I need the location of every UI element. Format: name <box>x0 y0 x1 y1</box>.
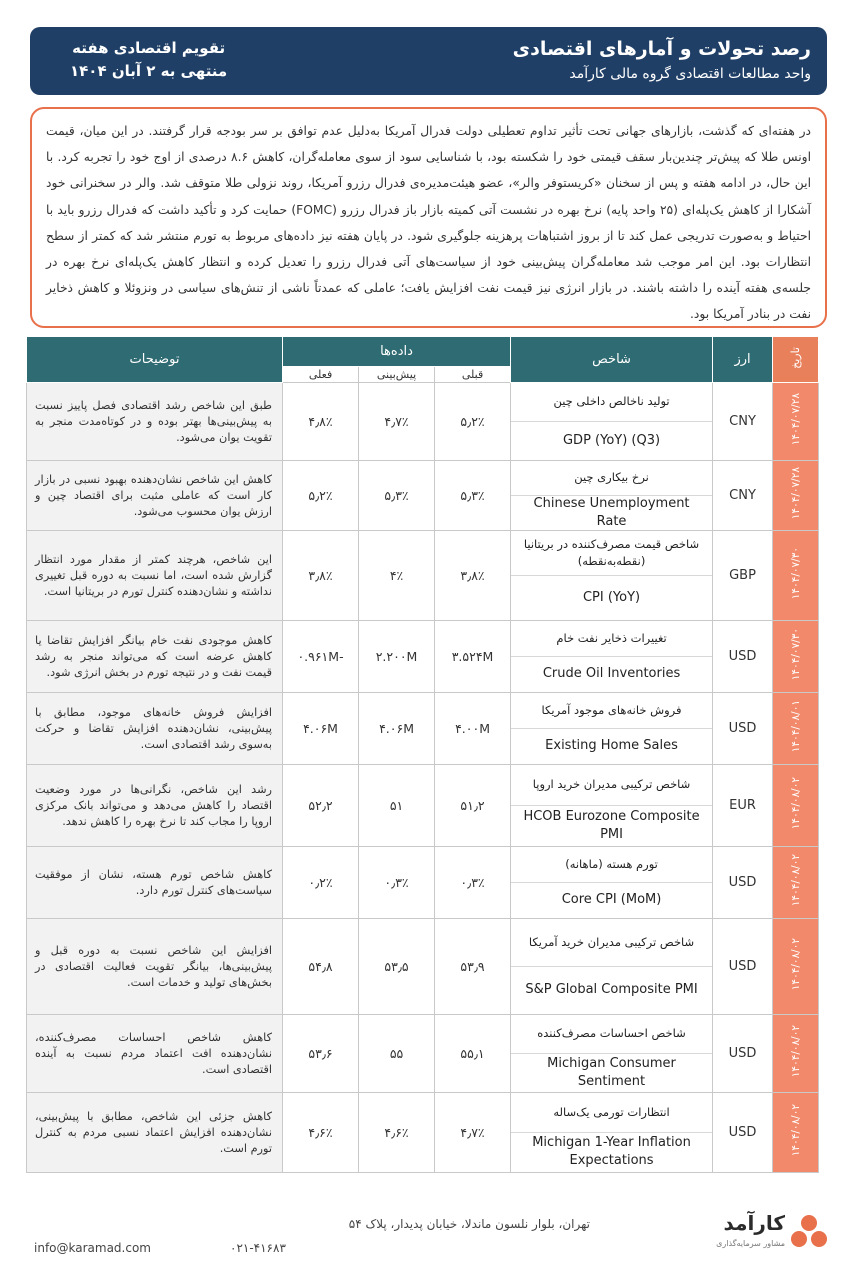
row-description: این شاخص، هرچند کمتر از مقدار مورد انتظار گزارش شده است، اما نسبت به دوره قبل تغییری نداشته و نشان‌دهنده کنترل تورم در بریتانیا است. <box>27 531 283 621</box>
table-row <box>27 461 819 531</box>
row-actual: ۵٫۲٪ <box>283 461 359 531</box>
indicator-name-fa: شاخص ترکیبی مدیران خرید اروپا <box>511 765 712 806</box>
row-actual: ۵۲٫۲ <box>283 765 359 847</box>
header-title-block <box>513 35 811 85</box>
row-previous: ۴.۰۰M <box>435 693 511 765</box>
indicator-name-en: GDP (YoY) (Q3) <box>562 432 661 448</box>
row-description: کاهش جزئی این شاخص، مطابق با پیش‌بینی، نشان‌دهنده افزایش اعتماد نسبی مردم به کنترل تورم است. <box>27 1093 283 1173</box>
row-actual: ۳٫۸٪ <box>283 531 359 621</box>
row-indicator <box>511 693 713 765</box>
table-row <box>27 1015 819 1093</box>
row-date: ۱۴۰۴/۰۸/۰۲ <box>773 847 819 919</box>
page-footer <box>0 1205 843 1265</box>
row-actual: ۴.۰۶M <box>283 693 359 765</box>
row-forecast: ۵٫۳٪ <box>359 461 435 531</box>
row-indicator <box>511 1093 713 1173</box>
indicator-name-en: CPI (YoY) <box>582 589 641 605</box>
row-forecast: ۴٫۶٪ <box>359 1093 435 1173</box>
header-previous: قبلی <box>435 367 511 383</box>
header-forecast: پیش‌بینی <box>359 367 435 383</box>
row-date: ۱۴۰۴/۰۸/۰۲ <box>773 919 819 1015</box>
indicator-name-fa: نرخ بیکاری چین <box>511 461 712 496</box>
table-row <box>27 1093 819 1173</box>
indicator-name-en: Core CPI (MoM) <box>561 892 662 908</box>
row-previous: ۵٫۲٪ <box>435 383 511 461</box>
row-description: افزایش فروش خانه‌های موجود، مطابق با پیش‌بینی، نشان‌دهنده افزایش تقاضا و حرکت به‌سوی رشد اقتصادی است. <box>27 693 283 765</box>
header-indicator: شاخص <box>511 337 713 383</box>
table-row <box>27 847 819 919</box>
page-title: رصد تحولات و آمارهای اقتصادی <box>512 38 811 60</box>
indicator-name-fa: شاخص ترکیبی مدیران خرید آمریکا <box>511 919 712 967</box>
row-date: ۱۴۰۴/۰۸/۰۱ <box>773 693 819 765</box>
row-currency: USD <box>713 919 773 1015</box>
row-actual: ۵۴٫۸ <box>283 919 359 1015</box>
row-description: کاهش شاخص تورم هسته، نشان از موفقیت سیاست‌های کنترل تورم دارد. <box>27 847 283 919</box>
row-previous: ۳٫۸٪ <box>435 531 511 621</box>
table-row <box>27 383 819 461</box>
row-previous: ۵۳٫۹ <box>435 919 511 1015</box>
row-indicator <box>511 461 713 531</box>
row-previous: ۵۵٫۱ <box>435 1015 511 1093</box>
row-date: ۱۴۰۴/۰۸/۰۲ <box>773 1015 819 1093</box>
row-indicator <box>511 621 713 693</box>
indicator-name-fa: تغییرات ذخایر نفت خام <box>511 621 712 657</box>
header-date: تاریخ <box>773 337 819 383</box>
indicator-name-en: Existing Home Sales <box>545 738 678 754</box>
footer-address: تهران، بلوار نلسون ماندلا، خیابان پدیدار، پلاک ۵۴ <box>348 1217 590 1231</box>
row-currency: EUR <box>713 765 773 847</box>
row-currency: USD <box>713 1015 773 1093</box>
logo-name: کارآمد <box>723 1211 785 1235</box>
row-currency: CNY <box>713 461 773 531</box>
row-previous: ۰٫۳٪ <box>435 847 511 919</box>
indicator-name-fa: انتظارات تورمی یک‌ساله <box>511 1093 712 1133</box>
table-row <box>27 621 819 693</box>
indicator-name-en: Michigan 1-Year Inflation Expectations <box>532 1135 691 1169</box>
page-header <box>30 27 827 95</box>
row-actual: ۴٫۶٪ <box>283 1093 359 1173</box>
row-indicator <box>511 1015 713 1093</box>
row-previous: ۵٫۳٪ <box>435 461 511 531</box>
row-date: ۱۴۰۴/۰۷/۲۸ <box>773 383 819 461</box>
company-logo <box>709 1209 829 1253</box>
row-indicator <box>511 847 713 919</box>
row-description: کاهش این شاخص نشان‌دهنده بهبود نسبی در بازار کار است که عاملی مثبت برای اقتصاد چین و ارزش یوان محسوب می‌شود. <box>27 461 283 531</box>
indicator-name-fa: شاخص قیمت مصرف‌کننده در بریتانیا (نقطه‌به‌نقطه) <box>511 531 712 576</box>
indicator-name-fa: فروش خانه‌های موجود آمریکا <box>511 693 712 729</box>
indicator-name-en: Crude Oil Inventories <box>542 666 681 682</box>
header-currency: ارز <box>713 337 773 383</box>
table-row <box>27 531 819 621</box>
footer-phone: ۰۲۱-۴۱۶۸۳ <box>230 1241 286 1255</box>
row-actual: ۰٫۲٪ <box>283 847 359 919</box>
indicator-name-en: HCOB Eurozone Composite PMI <box>523 808 700 842</box>
row-description: طبق این شاخص رشد اقتصادی فصل پاییز نسبت به پیش‌بینی‌ها بهتر بوده و در کوتاه‌مدت منجر به تقویت یوان می‌شود. <box>27 383 283 461</box>
row-forecast: ۲.۲۰۰M <box>359 621 435 693</box>
table-row <box>27 765 819 847</box>
header-data: داده‌ها <box>283 337 511 367</box>
row-description: افزایش این شاخص نسبت به دوره قبل و پیش‌بینی‌ها، بیانگر تقویت فعالیت اقتصادی در بخش‌های تولید و خدمات است. <box>27 919 283 1015</box>
table-row <box>27 693 819 765</box>
row-previous: ۵۱٫۲ <box>435 765 511 847</box>
row-date: ۱۴۰۴/۰۸/۰۲ <box>773 1093 819 1173</box>
row-indicator <box>511 919 713 1015</box>
economic-calendar-table <box>26 336 819 1173</box>
indicator-name-en: S&P Global Composite PMI <box>525 982 698 998</box>
row-forecast: ۴٫۷٪ <box>359 383 435 461</box>
logo-tagline: مشاور سرمایه‌گذاری <box>716 1239 785 1248</box>
row-previous: ۳.۵۲۴M <box>435 621 511 693</box>
row-currency: USD <box>713 621 773 693</box>
header-calendar-block <box>70 37 227 83</box>
calendar-date: منتهی به ۲ آبان ۱۴۰۴ <box>70 62 228 80</box>
row-previous: ۴٫۷٪ <box>435 1093 511 1173</box>
row-description: کاهش شاخص احساسات مصرف‌کننده، نشان‌دهنده افت اعتماد مردم نسبت به آینده اقتصادی است. <box>27 1015 283 1093</box>
row-forecast: ۰٫۳٪ <box>359 847 435 919</box>
row-indicator <box>511 531 713 621</box>
row-forecast: ۴.۰۶M <box>359 693 435 765</box>
row-actual: ۵۳٫۶ <box>283 1015 359 1093</box>
row-forecast: ۴٪ <box>359 531 435 621</box>
row-date: ۱۴۰۴/۰۷/۲۸ <box>773 461 819 531</box>
row-description: کاهش موجودی نفت خام بیانگر افزایش تقاضا یا کاهش عرضه است که می‌تواند منجر به رشد قیمت نفت و در نتیجه تورم در بخش انرژی شود. <box>27 621 283 693</box>
row-date: ۱۴۰۴/۰۸/۰۲ <box>773 765 819 847</box>
indicator-name-en: Michigan Consumer Sentiment <box>547 1055 676 1089</box>
row-currency: USD <box>713 693 773 765</box>
indicator-name-fa: تولید ناخالص داخلی چین <box>511 383 712 422</box>
row-actual: -۰.۹۶۱M <box>283 621 359 693</box>
indicator-name-en: Chinese Unemployment Rate <box>533 495 690 529</box>
table-row <box>27 919 819 1015</box>
weekly-summary: در هفته‌ای که گذشت، بازارهای جهانی تحت تأثیر تداوم تعطیلی دولت فدرال آمریکا به‌دلیل عدم توافق بر سر بودجه قرار گرفتند. در این میان، قیمت اونس طلا که پیش‌تر چندین‌بار سقف قیمتی خود را شکسته بود، با شناسایی سود از سوی معامله‌گران، کاهش ۸.۶ درصدی از اوج خود را تجربه کرد. با این حال، در ادامه هفته و پس از سخنان «کریستوفر والر»، عضو هیئت‌مدیره‌ی فدرال رزرو آمریکا، روند نزولی طلا متوقف شد. والر در سخنرانی خود آشکارا از کاهش یک‌پله‌ای (۲۵ واحد پایه) نرخ بهره در نشست آتی کمیته بازار باز فدرال رزرو (FOMC) حمایت کرد و تأکید داشت که فدرال رزرو باید با احتیاط و به‌صورت تدریجی عمل کند تا از بروز اشتباهات پرهزینه جلوگیری شود. در پایان هفته نیز داده‌های مربوط به تورم منتشر شد که کمتر از سطح انتظارات بود. این امر موجب شد معامله‌گران پیش‌بینی خود از سیاست‌های آتی فدرال رزرو را تعدیل کرده و انتظار کاهش یک‌پله‌ای نرخ بهره در جلسه‌ی هفته آینده را داشته باشند. در بازار انرژی نیز قیمت نفت افزایش یافت؛ عاملی که عمدتاً ناشی از تنش‌های سیاسی در ونزوئلا و کاهش ذخایر نفت در بنادر آمریکا بود. <box>30 107 827 328</box>
header-actual: فعلی <box>283 367 359 383</box>
header-description: توضیحات <box>27 337 283 383</box>
row-indicator <box>511 765 713 847</box>
row-date: ۱۴۰۴/۰۷/۳۰ <box>773 621 819 693</box>
logo-mark-icon <box>789 1213 829 1253</box>
page-subtitle: واحد مطالعات اقتصادی گروه مالی کارآمد <box>569 66 811 82</box>
row-actual: ۴٫۸٪ <box>283 383 359 461</box>
indicator-name-fa: تورم هسته (ماهانه) <box>511 847 712 883</box>
row-currency: USD <box>713 847 773 919</box>
row-forecast: ۵۱ <box>359 765 435 847</box>
row-currency: CNY <box>713 383 773 461</box>
row-description: رشد این شاخص، نگرانی‌ها در مورد وضعیت اقتصاد را کاهش می‌دهد و می‌تواند بانک مرکزی اروپا را مجاب کند تا نرخ بهره را کاهش ندهد. <box>27 765 283 847</box>
indicator-name-fa: شاخص احساسات مصرف‌کننده <box>511 1015 712 1054</box>
row-forecast: ۵۵ <box>359 1015 435 1093</box>
row-currency: GBP <box>713 531 773 621</box>
row-currency: USD <box>713 1093 773 1173</box>
calendar-title: تقویم اقتصادی هفته <box>72 39 226 57</box>
row-date: ۱۴۰۴/۰۷/۳۰ <box>773 531 819 621</box>
row-forecast: ۵۳٫۵ <box>359 919 435 1015</box>
footer-email[interactable]: info@karamad.com <box>34 1241 151 1255</box>
row-indicator <box>511 383 713 461</box>
